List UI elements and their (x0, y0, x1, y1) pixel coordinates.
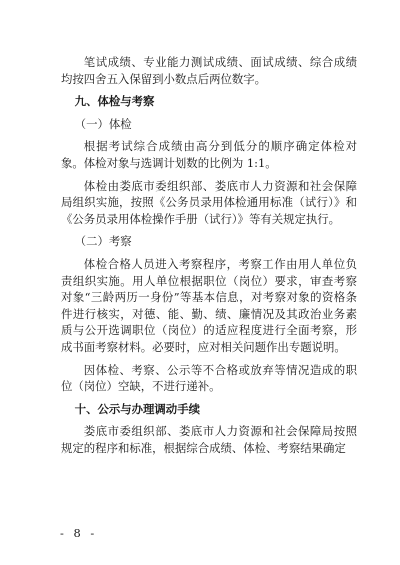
paragraph-exam-organization: 体检由娄底市委组织部、娄底市人力资源和社会保障局组织实施，按照《公务员录用体检通用标准（试行）》和《公务员录用体检操作手册（试行）》等有关规定执行。 (61, 178, 357, 226)
paragraph-score-rounding: 笔试成绩、专业能力测试成绩、面试成绩、综合成绩均按四舍五入保留到小数点后两位数字。 (61, 55, 357, 86)
page-number: - 8 - (60, 526, 98, 540)
section-heading-9: 九、体检与考察 (74, 94, 155, 109)
subsection-heading-physical-exam: （一）体检 (74, 116, 132, 131)
section-heading-10: 十、公示与办理调动手续 (74, 401, 200, 416)
paragraph-exam-candidates: 根据考试综合成绩由高分到低分的顺序确定体检对象。体检对象与选调计划数的比例为 1:1。 (61, 139, 357, 170)
paragraph-inspection-procedure: 体检合格人员进入考察程序，考察工作由用人单位负责组织实施。用人单位根据职位（岗位）要求，审查考察对象“三龄两历一身份”等基本信息，对考察对象的资格条件进行核实，对德、能、勤、绩、廉情况及其政治业务素质与公开选调职位（岗位）的适应程度进行全面考察，形成书面考察材料。必要时，应对相关问题作出专题说明。 (61, 256, 357, 354)
paragraph-vacancy: 因体检、考察、公示等不合格或放弃等情况造成的职位（岗位）空缺，不进行递补。 (61, 362, 357, 394)
subsection-heading-inspection: （二）考察 (74, 234, 132, 249)
page-body (61, 54, 357, 456)
paragraph-publicity: 娄底市委组织部、娄底市人力资源和社会保障局按照规定的程序和标准，根据综合成绩、体检、考察结果确定 (61, 424, 357, 455)
